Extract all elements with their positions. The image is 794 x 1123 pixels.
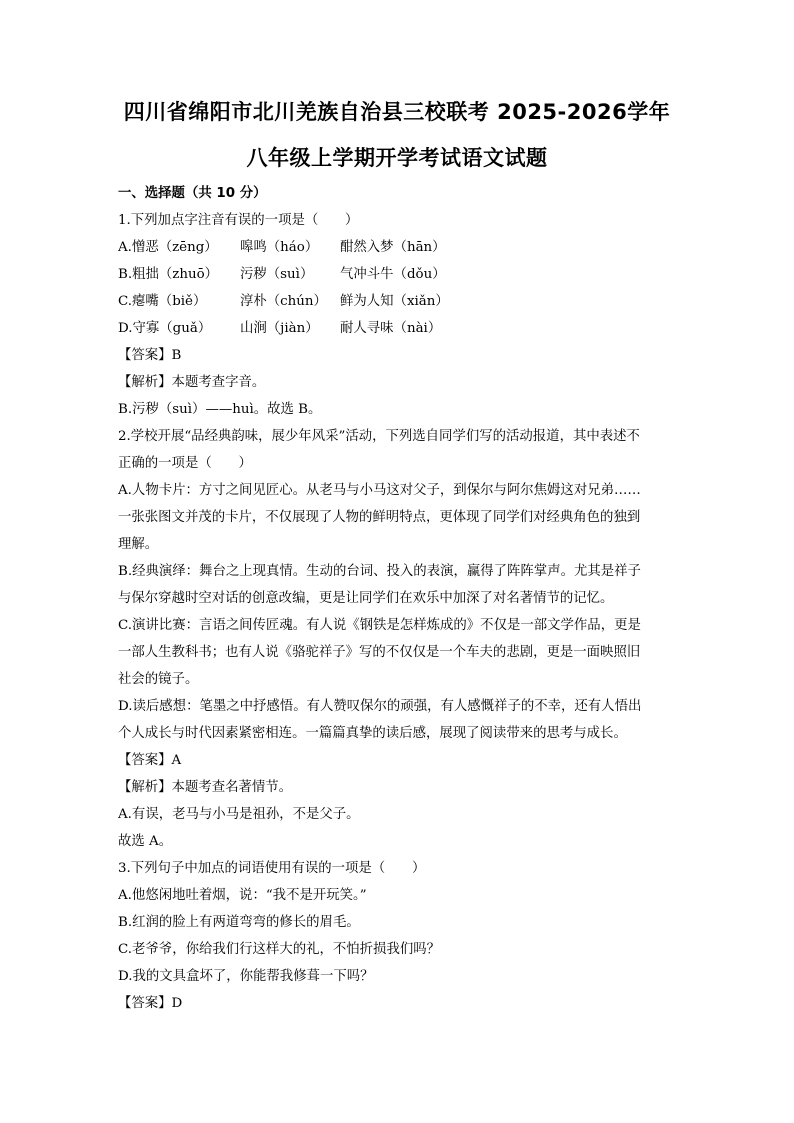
- q1-option-b-item2: 污秽（suì）: [240, 267, 314, 282]
- q2-analysis: 【解析】本题考查名著情节。: [118, 780, 293, 795]
- q1-option-a-item2: 嗥鸣（háo）: [240, 240, 319, 255]
- q3-option-a: A.他悠闲地吐着烟，说：“我不是开玩笑。”: [118, 888, 367, 903]
- q2-option-b-line1: B.经典演绎：舞台之上现真情。生动的台词、投入的表演，赢得了阵阵掌声。尤其是祥子: [118, 564, 641, 579]
- q2-analysis-detail: A.有误，老马与小马是祖孙，不是父子。: [118, 807, 360, 822]
- q2-option-d-line2: 个人成长与时代因素紧密相连。一篇篇真挚的读后感，展现了阅读带来的思考与成长。: [118, 726, 627, 741]
- q1-stem: 1.下列加点字注音有误的一项是（ ）: [118, 213, 359, 228]
- q1-option-c-item2: 淳朴（chún）: [240, 294, 327, 309]
- q1-option-a-item1: A.憎恶（zēng）: [118, 240, 218, 255]
- q1-option-d-item2: 山涧（jiàn）: [240, 321, 319, 336]
- q1-option-c-item1: C.瘪嘴（biě）: [118, 294, 207, 309]
- q2-option-d-line1: D.读后感想：笔墨之中抒感悟。有人赞叹保尔的顽强，有人感慨祥子的不幸，还有人悟出: [118, 699, 642, 714]
- q1-option-d: [118, 315, 680, 342]
- q2-option-c-line1: C.演讲比赛：言语之间传匠魂。有人说《钢铁是怎样炼成的》不仅是一部文学作品，更是: [118, 618, 641, 633]
- q1-analysis: 【解析】本题考查字音。: [118, 375, 266, 390]
- q3-option-d: D.我的文具盒坏了，你能帮我修葺一下吗？: [118, 969, 374, 984]
- q2-option-c-line3: 社会的镜子。: [118, 672, 199, 687]
- q3-answer: 【答案】D: [118, 996, 183, 1011]
- document-body: [118, 180, 680, 1017]
- q1-option-d-item1: D.守寡（guǎ）: [118, 321, 212, 336]
- q2-stem-line2: 正确的一项是（ ）: [118, 456, 252, 471]
- document-title-line1: 四川省绵阳市北川羌族自治县三校联考 2025-2026学年: [123, 100, 671, 124]
- q3-option-c: C.老爷爷，你给我们行这样大的礼，不怕折损我们吗？: [118, 942, 441, 957]
- q2-answer: 【答案】A: [118, 753, 182, 768]
- section-heading: 一、选择题（共 10 分）: [118, 186, 267, 201]
- q1-option-c-item3: 鲜为人知（xiǎn）: [340, 294, 449, 309]
- q1-answer: 【答案】B: [118, 348, 182, 363]
- q2-option-c-line2: 一部人生教科书；也有人说《骆驼祥子》写的不仅仅是一个车夫的悲剧，更是一面映照旧: [118, 645, 641, 660]
- q3-option-b: B.红润的脸上有两道弯弯的修长的眉毛。: [118, 915, 360, 930]
- q1-option-b-item3: 气冲斗牛（dǒu）: [340, 267, 446, 282]
- q2-option-a-line2: 一张张图文并茂的卡片，不仅展现了人物的鲜明特点，更体现了同学们对经典角色的独到: [118, 510, 641, 525]
- q3-stem: 3.下列句子中加点的词语使用有误的一项是（ ）: [118, 861, 426, 876]
- document-title-line2: 八年级上学期开学考试语文试题: [246, 146, 548, 170]
- q1-option-b-item1: B.粗拙（zhuō）: [118, 267, 219, 282]
- q2-option-b-line2: 与保尔穿越时空对话的创意改编，更是让同学们在欢乐中加深了对名著情节的记忆。: [118, 591, 614, 606]
- q1-option-c: [118, 288, 680, 315]
- q2-analysis-conclusion: 故选 A。: [118, 834, 173, 849]
- q1-analysis-detail: B.污秽（suì）——huì。故选 B。: [118, 402, 322, 417]
- q1-option-d-item3: 耐人寻味（nài）: [340, 321, 442, 336]
- q2-option-a-line3: 理解。: [118, 537, 159, 552]
- q2-stem-line1: 2.学校开展“品经典韵味，展少年风采”活动，下列选自同学们写的活动报道，其中表述不: [118, 429, 640, 444]
- q1-option-a-item3: 酣然入梦（hān）: [340, 240, 446, 255]
- q2-option-a-line1: A.人物卡片：方寸之间见匠心。从老马与小马这对父子，到保尔与阿尔焦姆这对兄弟……: [118, 483, 641, 498]
- q1-option-b: [118, 261, 680, 288]
- q1-option-a: [118, 234, 680, 261]
